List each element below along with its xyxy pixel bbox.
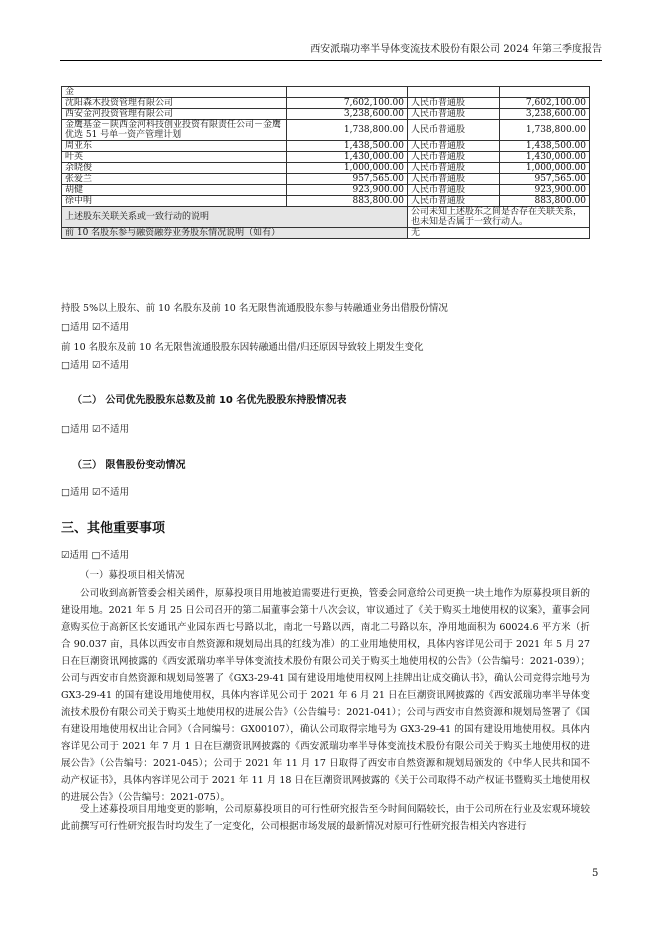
change-title: 前 10 名股东及前 10 名无限售流通股股东因转融通出借/归还原因导致较上期发生变化: [61, 342, 424, 353]
page-header: 西安派瑞功率半导体变流技术股份有限公司 2024 年第三季度报告: [60, 44, 602, 61]
share-count-cell: [500, 87, 590, 98]
share-count-cell: 1,430,000.00: [500, 152, 590, 163]
table-row: [62, 87, 590, 98]
holder-name-cell: 胡健: [62, 185, 287, 196]
other-matters-applicability: ☑适用 □不适用: [61, 550, 130, 561]
page-number: 5: [592, 868, 599, 879]
preferred-shares-applicability: □适用 ☑不适用: [61, 424, 130, 435]
lending-applicability: □适用 ☑不适用: [61, 322, 130, 333]
holder-name-cell: 张爱兰: [62, 174, 287, 185]
holder-shares-cell: 1,430,000.00: [287, 152, 408, 163]
share-count-cell: 923,900.00: [500, 185, 590, 196]
holder-shares-cell: 1,438,500.00: [287, 141, 408, 152]
fundraising-paragraph-1: 公司收到高新管委会相关函件，原募投项目用地被迫需要进行更换，管委会同意给公司更换一块土地作为原募投项目新的建设用地。2021 年 5 月 25 日公司召开的第二届董事会第十八次会议，审议通过了《关于购买土地使用权的议案》，董事会同意购买位于高新区长安通讯产业园东西七号路以北，南北一号路以西，南北二号路以东，净用地面积为 60024.6 平方米（折合 90.037 亩，具体以西安市自然资源和规划局出具的红线为准）的工业用地使用权，具体内容详见公司于 2021 年 5 月 27 日在巨潮资讯网披露的《西安派瑞功率半导体变流技术股份有限公司关于购买土地使用权的公告》（公告编号：2021-039）；公司与西安市自然资源和规划局签署了《GX3-29-41 国有建设用地使用权网上挂牌出让成交确认书》，确认公司竞得宗地号为 GX3-29-41 的国有建设用地使用权，具体内容详见公司于 2021 年 6 月 21 日在巨潮资讯网披露的《西安派瑞功率半导体变流技术股份有限公司关于购买土地使用权的进展公告》（公告编号：2021-041）；公司与西安市自然资源和规划局签署了《国有建设用地使用权出让合同》（合同编号：GX00107），确认公司取得宗地号为 GX3-29-41 的国有建设用地使用权。具体内容详见公司于 2021 年 7 月 1 日在巨潮资讯网披露的《西安派瑞功率半导体变流技术股份有限公司关于购买土地使用权的进展公告》（公告编号：2021-045）；公司于 2021 年 11 月 17 日取得了西安市自然资源和规划局颁发的《中华人民共和国不动产权证书》，具体内容详见公司于 2021 年 11 月 18 日在巨潮资讯网披露的《关于公司取得不动产权证书暨购买土地使用权的进展公告》（公告编号：2021-075）。: [61, 588, 590, 803]
holder-name-cell: 金鹰基金－陕西金河科技创业投资有限责任公司－金鹰优选 51 号单一资产管理计划: [62, 120, 287, 141]
note-label-cell: 前 10 名股东参与融资融券业务股东情况说明（如有）: [62, 228, 408, 239]
table-row: [62, 98, 590, 109]
holder-shares-cell: [287, 87, 408, 98]
fundraising-subheading: （一）募投项目相关情况: [80, 570, 185, 581]
holder-shares-cell: 3,238,600.00: [287, 109, 408, 120]
note-label-cell: 上述股东关联关系或一致行动的说明: [62, 207, 408, 228]
share-count-cell: 1,000,000.00: [500, 163, 590, 174]
note-row: [62, 207, 590, 228]
holder-shares-cell: 923,900.00: [287, 185, 408, 196]
share-count-cell: 7,602,100.00: [500, 98, 590, 109]
share-class-cell: 人民币普通股: [408, 163, 500, 174]
share-class-cell: 人民币普通股: [408, 174, 500, 185]
share-count-cell: 957,565.00: [500, 174, 590, 185]
holder-name-cell: 周亚东: [62, 141, 287, 152]
share-class-cell: 人民币普通股: [408, 196, 500, 207]
share-class-cell: 人民币普通股: [408, 120, 500, 141]
table-row: [62, 109, 590, 120]
share-class-cell: [408, 87, 500, 98]
holder-name-cell: 徐中明: [62, 196, 287, 207]
preferred-shares-heading: （二） 公司优先股股东总数及前 10 名优先股股东持股情况表: [72, 395, 347, 406]
holder-shares-cell: 1,000,000.00: [287, 163, 408, 174]
restricted-shares-heading: （三） 限售股份变动情况: [72, 460, 186, 471]
holder-shares-cell: 957,565.00: [287, 174, 408, 185]
table-row: [62, 174, 590, 185]
holder-name-cell: 叶英: [62, 152, 287, 163]
note-row: [62, 228, 590, 239]
holder-shares-cell: 883,800.00: [287, 196, 408, 207]
table-row: [62, 120, 590, 141]
holder-name-cell: 西安金河投资管理有限公司: [62, 109, 287, 120]
share-class-cell: 人民币普通股: [408, 109, 500, 120]
share-count-cell: 1,738,800.00: [500, 120, 590, 141]
lending-title: 持股 5%以上股东、前 10 名股东及前 10 名无限售流通股股东参与转融通业务出借股份情况: [61, 303, 448, 314]
share-count-cell: 1,438,500.00: [500, 141, 590, 152]
restricted-shares-applicability: □适用 ☑不适用: [61, 487, 130, 498]
holder-name-cell: 金: [62, 87, 287, 98]
other-matters-heading: 三、其他重要事项: [61, 521, 166, 536]
table-row: [62, 163, 590, 174]
table-row: [62, 152, 590, 163]
share-count-cell: 3,238,600.00: [500, 109, 590, 120]
shareholders-table: [61, 86, 590, 239]
holder-name-cell: 余晓俊: [62, 163, 287, 174]
holder-shares-cell: 7,602,100.00: [287, 98, 408, 109]
note-value-cell: 公司未知上述股东之间是否存在关联关系，也未知是否属于一致行动人。: [408, 207, 590, 228]
fundraising-paragraph-2: 受上述募投项目用地变更的影响，公司原募投项目的可行性研究报告至今时间间隔较长，由于公司所在行业及宏观环境较此前撰写可行性研究报告时均发生了一定变化，公司根据市场发展的最新情况对原可行性研究报告相关内容进行: [61, 804, 590, 832]
share-class-cell: 人民币普通股: [408, 141, 500, 152]
table-row: [62, 141, 590, 152]
table-row: [62, 196, 590, 207]
share-class-cell: 人民币普通股: [408, 185, 500, 196]
holder-name-cell: 沈阳森木投资管理有限公司: [62, 98, 287, 109]
share-class-cell: 人民币普通股: [408, 152, 500, 163]
note-value-cell: 无: [408, 228, 590, 239]
share-class-cell: 人民币普通股: [408, 98, 500, 109]
share-count-cell: 883,800.00: [500, 196, 590, 207]
holder-shares-cell: 1,738,800.00: [287, 120, 408, 141]
table-row: [62, 185, 590, 196]
change-applicability: □适用 ☑不适用: [61, 360, 130, 371]
